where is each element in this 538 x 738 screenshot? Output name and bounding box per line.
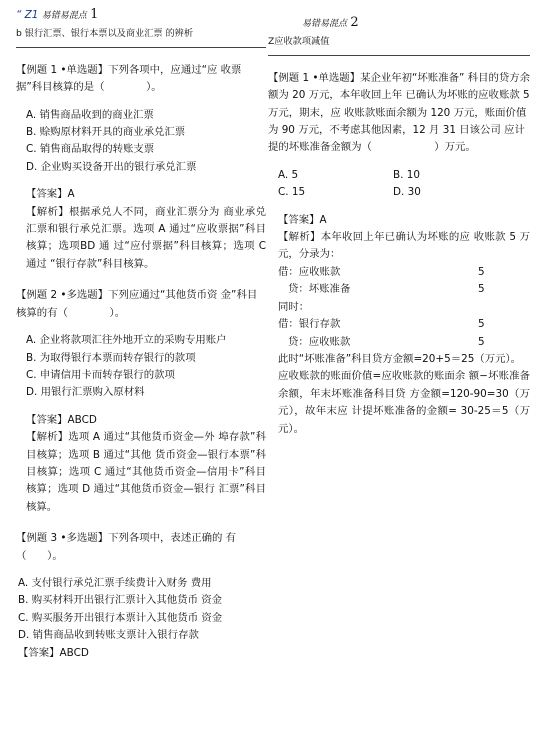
left-header-label: 易错易混点 [41,11,87,21]
right-header-label: 易错易混点 [302,19,348,29]
right-header-number: 2 [350,15,359,30]
left-ex3-option-b: B. 购买材料开出银行汇票计入其他货币 资金 [18,594,223,607]
left-ex1-stem: 【例题 1 •单选题】下列各项中，应通过“应 收票据”科目核算的是（ ）。 [16,63,242,94]
journal-entry-row [278,264,530,281]
left-ex1-option-b: B. 赊购原材料开具的商业承兑汇票 [26,126,186,139]
journal-entry-account: 借：应收账款 [278,265,341,278]
left-ex1-option-a: A. 销售商品收到的商业汇票 [26,108,154,121]
left-ex1-option-c: C. 销售商品取得的转账支票 [26,143,155,156]
journal-entry-amount: 5 [478,283,485,296]
right-ex1-option-c: C. 15 [278,186,306,199]
left-header-title: b 银行汇票、银行本票以及商业汇票 的辨析 [16,28,194,40]
right-ex1-answer: 【答案】A [278,213,327,226]
left-ex1-option-d: D. 企业购买设备开出的银行承兑汇票 [26,160,197,173]
journal-entry-row [278,281,530,298]
journal-entry-row [278,299,530,316]
journal-entry-amount [478,299,518,316]
right-ex1-option-d: D. 30 [393,186,421,199]
right-ex1-option-a: A. 5 [278,168,299,181]
left-column [16,6,266,662]
left-ex3-option-c: C. 购买服务开出银行本票计入其他货币 资金 [18,611,223,624]
journal-entry-account: 同时： [278,300,310,313]
left-ex2-analysis: 【解析】选项 A 通过“其他货币资金—外 埠存款”科目核算；选项 B 通过“其他 货币资金—银行本票”科目核算；选项 C 通过“其他货币资金—信用卡”科目核算；选项 D 通过“其他货币资金—银行 汇票”科目核算。 [26,431,266,513]
left-header-mark: “ Z1 [16,9,39,21]
journal-entry-account: 借：银行存款 [278,318,341,331]
left-header [16,6,266,25]
right-ex1-options [278,167,530,202]
left-ex3-answer: 【答案】ABCD [18,646,89,659]
right-header-title: Z应收款项减值 [268,36,330,48]
left-ex1-analysis: 【解析】根据承兑人不同，商业汇票分为 商业承兑汇票和银行承兑汇票。选项 A 通过“应收票据”科目核算；选项BD 通 过“应付票据”科目核算；选项 C 通过 “银行存款”科目核算。 [26,205,266,270]
left-header-number: 1 [90,7,99,22]
journal-entry-amount: 5 [478,335,485,348]
journal-entry-amount: 5 [478,318,485,331]
journal-entry-row [278,334,530,351]
left-ex1-answer: 【答案】A [26,188,75,201]
left-ex3-stem: 【例题 3 •多选题】下列各项中，表述正确的 有（ ）。 [16,532,237,562]
right-ex1-stem: 【例题 1 •单选题】某企业年初“坏账准备” 科目的贷方余额为 20 万元，本年收回上年 已确认为坏账的应收账款 5 万元，期末，应 收账款账面余额为 120 万元，账面价值为 90 万元，不考虑其他因素，12 月 31 日该公司 应计提的坏账准备金额为（ ）万元。 [268,71,531,154]
left-ex2-answer: 【答案】ABCD [26,413,97,426]
right-ex1-calc-2: 应收账款的账面价值=应收账款的账面余 额−坏账准备余额，年末坏账准备科目贷 方金额=120-90=30（万元），故年末应 计提坏账准备的金额= 30-25＝5（万元）。 [278,370,530,435]
left-ex2-option-c: C. 申请信用卡而转存银行的款项 [26,368,175,381]
right-ex1-option-b: B. 10 [393,168,420,181]
left-ex2-option-d: D. 用银行汇票购入原材料 [26,386,145,399]
right-header [268,14,530,33]
journal-entry-account: 贷：应收账款 [288,335,351,348]
journal-entry-row [278,316,530,333]
left-ex2-stem: 【例题 2 •多选题】下列应通过“其他货币资 金”科目核算的有（ ）。 [16,289,258,319]
left-ex3-option-d: D. 销售商品收到转账支票计入银行存款 [18,629,199,642]
left-ex3-option-a: A. 支付银行承兑汇票手续费计入财务 费用 [18,576,212,589]
journal-entry-account: 贷：坏账准备 [288,283,351,296]
journal-entry-amount: 5 [478,265,485,278]
right-column [268,14,530,438]
right-ex1-analysis-intro: 【解析】本年收回上年已确认为坏账的应 收账款 5 万元，分录为： [278,231,530,261]
right-ex1-calc-1: 此时“坏账准备”科目贷方金额=20+5＝25（万元）。 [278,352,522,365]
left-ex2-option-a: A. 企业将款项汇往外地开立的采购专用账户 [26,334,227,347]
left-ex2-option-b: B. 为取得银行本票而转存银行的款项 [26,351,196,364]
